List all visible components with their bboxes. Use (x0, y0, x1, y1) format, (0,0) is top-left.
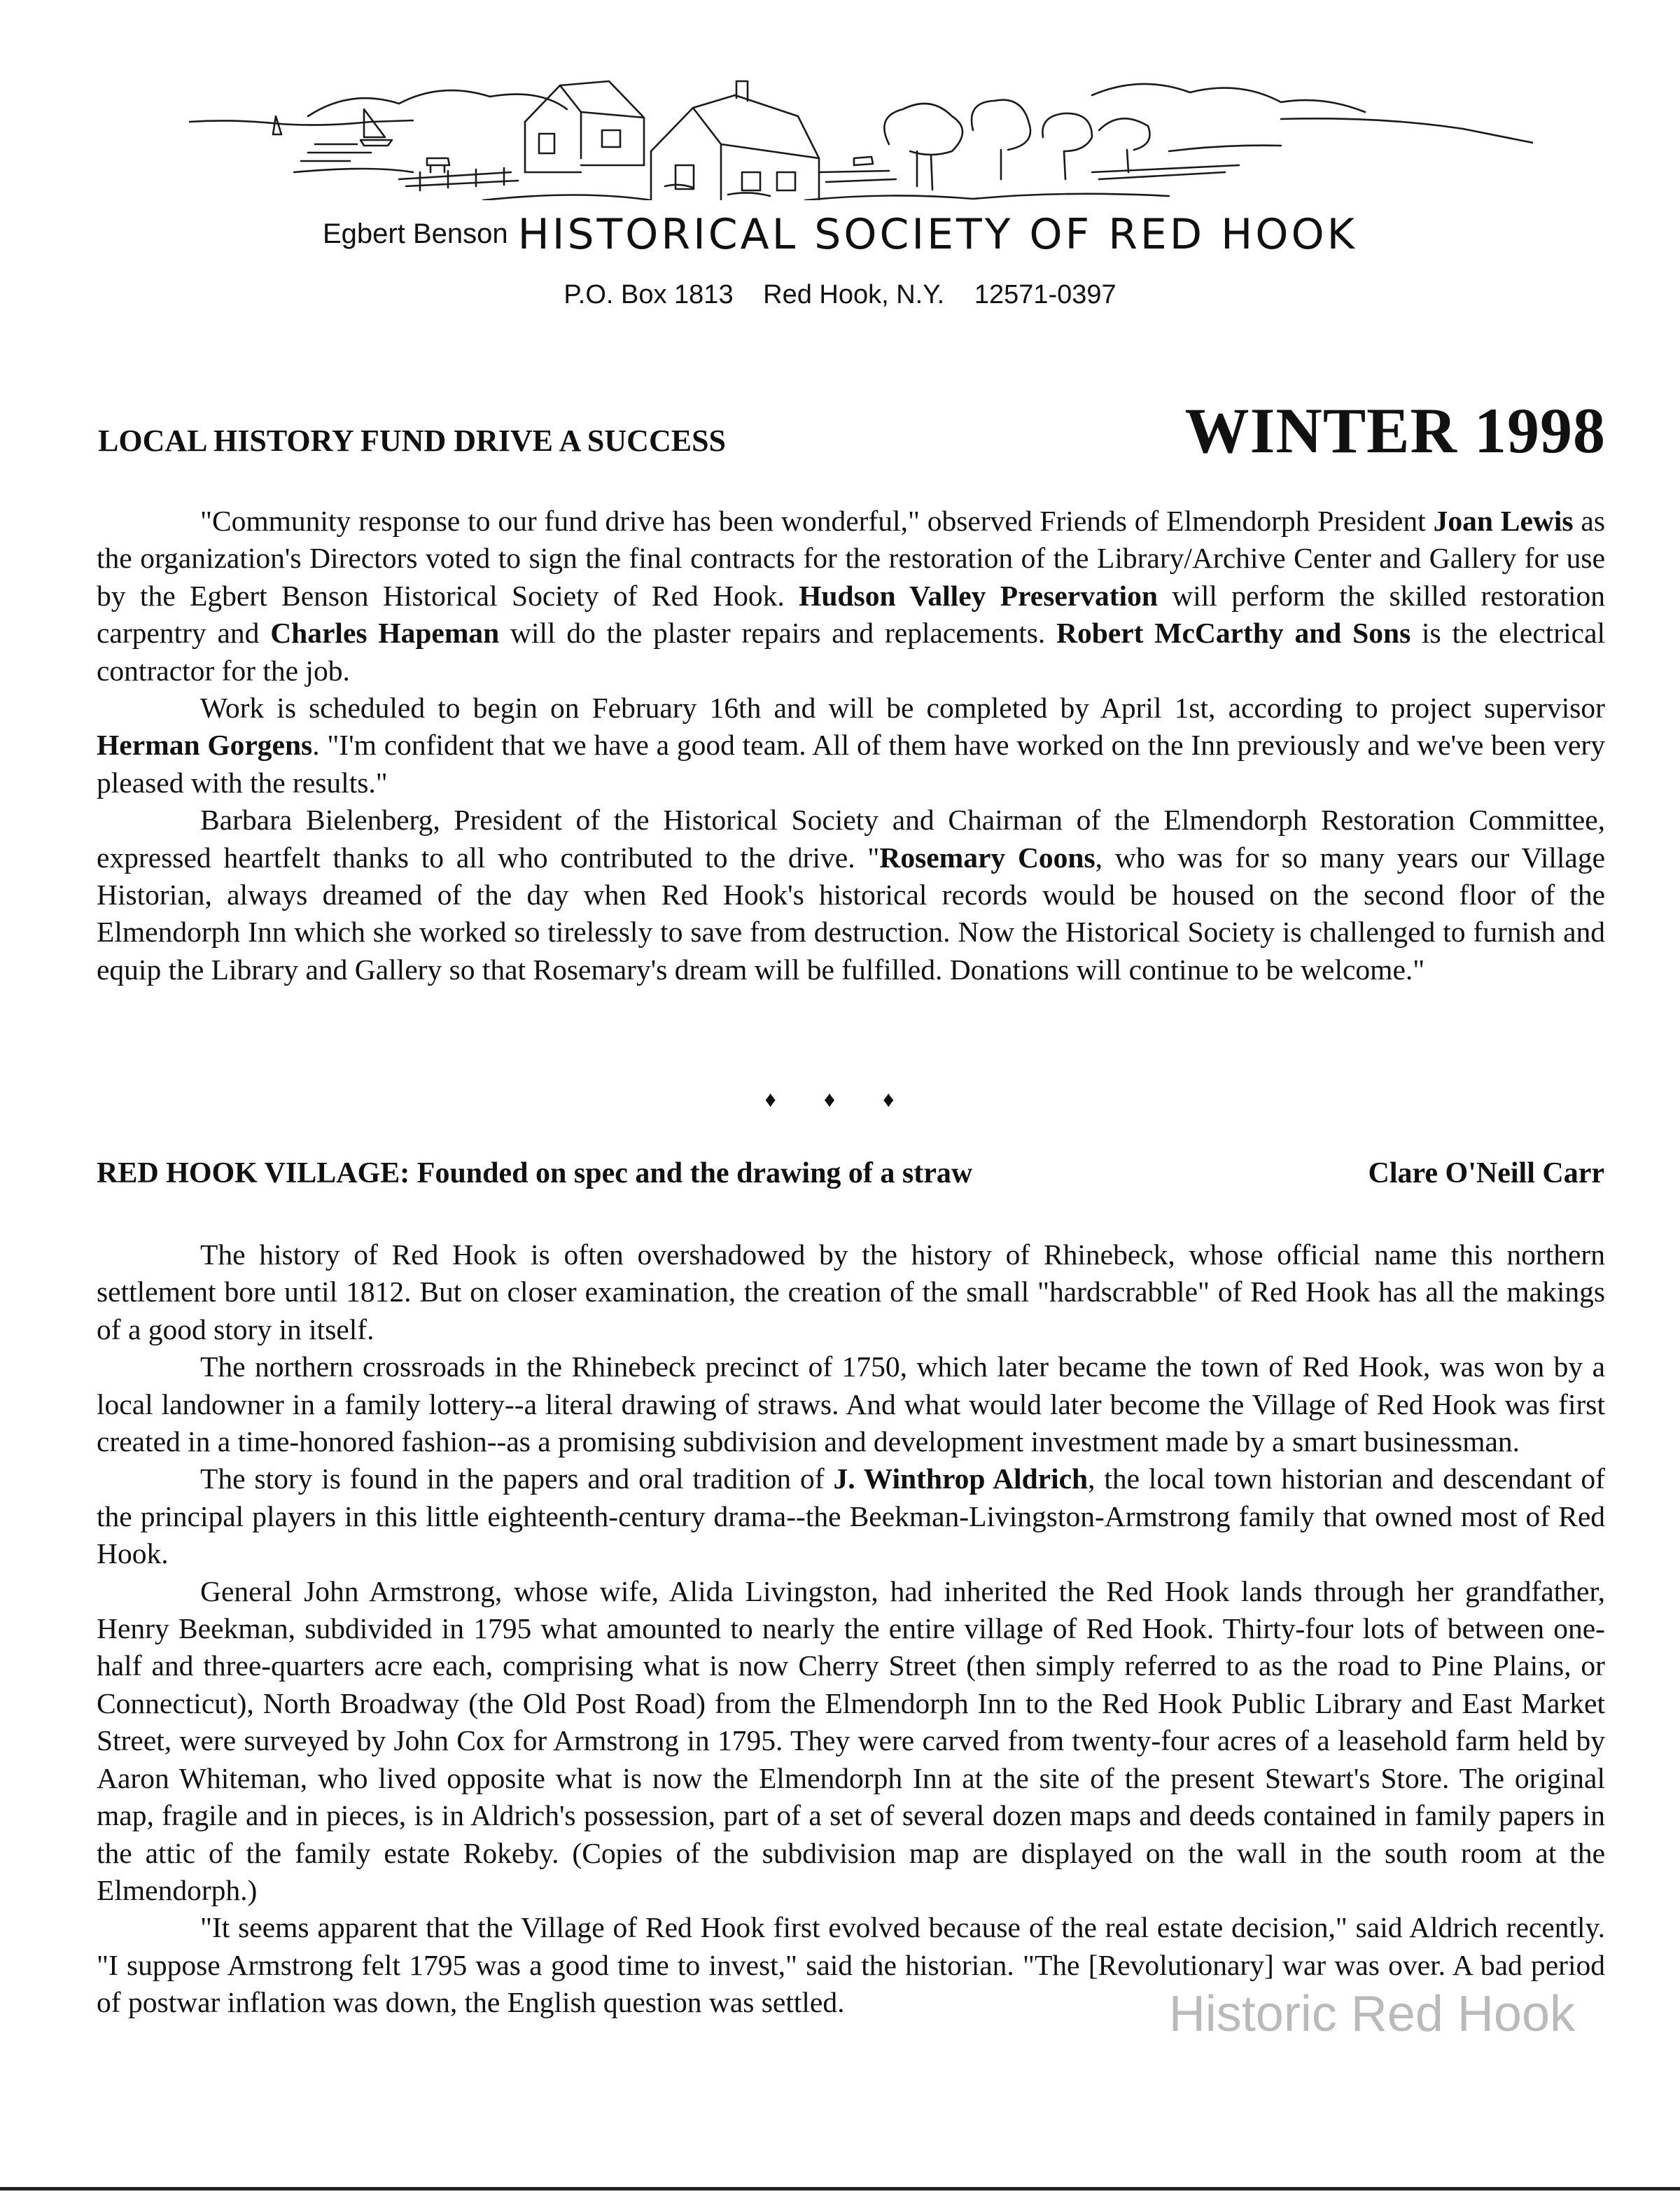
section2-body (97, 1236, 1605, 2022)
address-po-box: P.O. Box 1813 (564, 280, 734, 309)
section2-paragraph-5: "It seems apparent that the Village of Red Hook first evolved because of the real estate decision," said Aldrich recently. "I suppose Armstrong felt 1795 was a good time to invest," said the historian. "The [Revolutionary] war was over. A bad period of postwar inflation was down, the English question was settled. (97, 1911, 1605, 2019)
address-city: Red Hook, N.Y. (763, 280, 945, 309)
bottom-rule (0, 2187, 1680, 2190)
section2-paragraph-4: General John Armstrong, whose wife, Alida Livingston, had inherited the Red Hook lands through her grandfather, Henry Beekman, subdivided in 1795 what amounted to nearly the entire village of Red Hook. Thirty-four lots of between one-half and three-quarters acre each, comprising what is now Cherry Street (then simply referred to as the road to Pine Plains, or Connecticut), North Broadway (the Old Post Road) from the Elmendorph Inn to the Red Hook Public Library and East Market Street, were surveyed by John Cox for Armstrong in 1795. They were carved from twenty-four acres of a leasehold farm held by Aaron Whiteman, who lived opposite what is now the Elmendorph Inn at the site of the present Stewart's Store. The original map, fragile and in pieces, is in Aldrich's possession, part of a set of several dozen maps and deeds contained in family papers in the attic of the family estate Rokeby. (Copies of the subdivision map are displayed on the wall in the south room at the Elmendorph.) (97, 1574, 1605, 1906)
society-name (0, 210, 1680, 259)
issue-date: WINTER 1998 (1184, 395, 1606, 466)
section1-paragraph-2: Work is scheduled to begin on February 16th and will be completed by April 1st, according to project supervisor Herman Gorgens. "I'm confident that we have a good team. All of them have worked on the Inn previously and we've been very pleased with the results." (97, 692, 1606, 799)
section2-paragraph-2: The northern crossroads in the Rhinebeck precinct of 1750, which later became the town of Red Hook, was won by a local landowner in a family lottery--a literal drawing of straws. And what would later become the Village of Red Hook was first created in a time-honored fashion--as a promising subdivision and development investment made by a smart businessman. (97, 1350, 1605, 1458)
section2-heading: RED HOOK VILLAGE: Founded on spec and the drawing of a straw (97, 1157, 973, 1189)
section2-paragraph-1: The history of Red Hook is often overshadowed by the history of Rhinebeck, whose official name this northern settlement bore until 1812. But on closer examination, the creation of the small "hardscrabble" of Red Hook has all the makings of a good story in itself. (97, 1238, 1605, 1346)
watermark: Historic Red Hook (1168, 1986, 1575, 2042)
section2-paragraph-3: The story is found in the papers and oral tradition of J. Winthrop Aldrich, the local town historian and descendant of the principal players in this little eighteenth-century drama--the Beekman-Livingston-Armstrong family that owned most of Red Hook. (97, 1462, 1605, 1570)
section1-paragraph-3: Barbara Bielenberg, President of the Historical Society and Chairman of the Elmendorph Restoration Committee, expressed heartfelt thanks to all who contributed to the drive. "Rosemary Coons, who was for so many years our Village Historian, always dreamed of the day when Red Hook's historical records would be housed on the second floor of the Elmendorph Inn which she worked so tirelessly to save from destruction. Now the Historical Society is challenged to furnish and equip the Library and Gallery so that Rosemary's dream will be fulfilled. Donations will continue to be welcome." (97, 804, 1605, 986)
section1-body (97, 503, 1605, 988)
society-title: HISTORICAL SOCIETY OF RED HOOK (517, 210, 1358, 259)
section1-paragraph-1: "Community response to our fund drive has been wonderful," observed Friends of Elmendorph President Joan Lewis as the organization's Directors voted to sign the final contracts for the restoration of the Library/Archive Center and Gallery for use by the Egbert Benson Historical Society of Red Hook. Hudson Valley Preservation will perform the skilled restoration carpentry and Charles Hapeman will do the plaster repairs and replacements. Robert McCarthy and Sons is the electrical contractor for the job. (97, 505, 1606, 687)
address-zip: 12571-0397 (974, 280, 1116, 309)
section-separator: ♦ ♦ ♦ (764, 1086, 916, 1112)
section1-heading: LOCAL HISTORY FUND DRIVE A SUCCESS (98, 424, 727, 458)
society-prefix: Egbert Benson (322, 218, 508, 249)
section2-author: Clare O'Neill Carr (1368, 1157, 1604, 1189)
header-illustration (189, 67, 1533, 200)
society-address (0, 280, 1680, 310)
